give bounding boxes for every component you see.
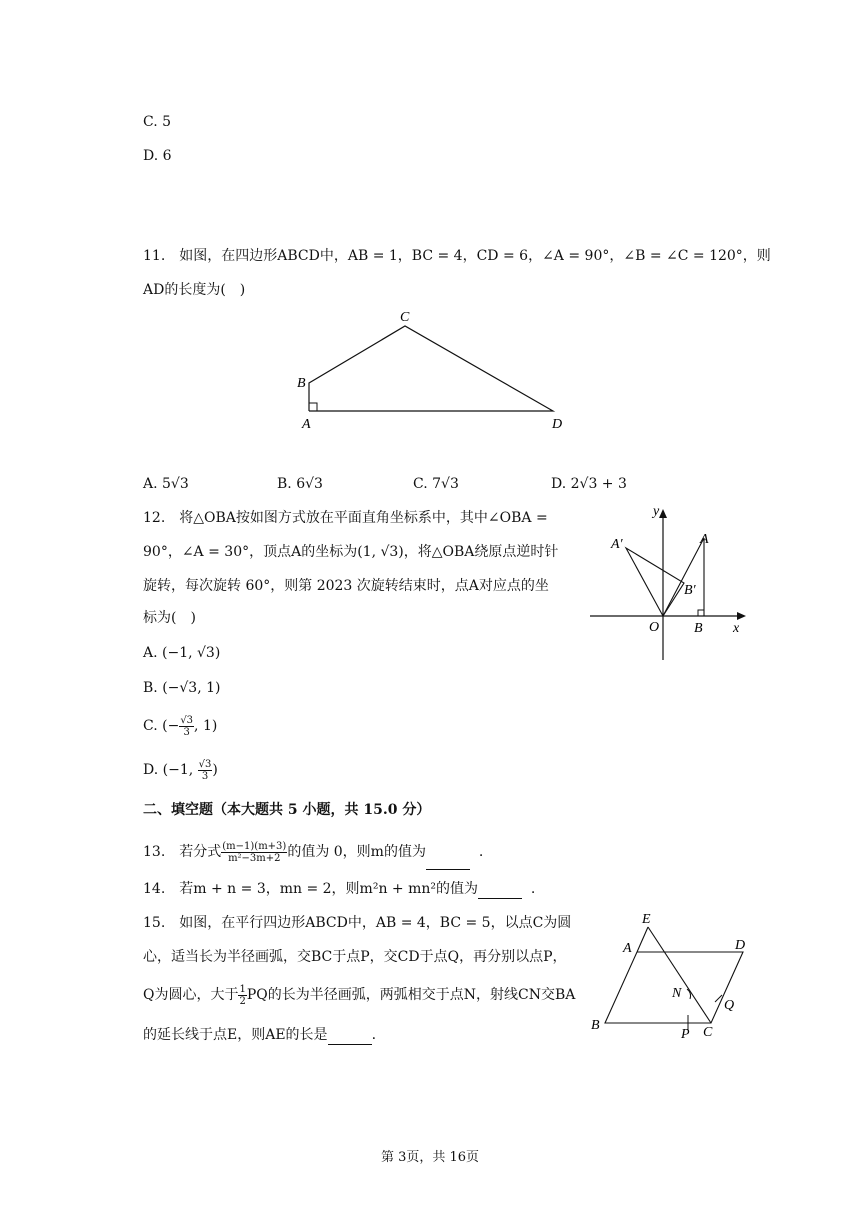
q10-option-d: D. 6 xyxy=(143,148,172,164)
q15-answer-blank[interactable] xyxy=(328,1030,372,1045)
q12-label-o: O xyxy=(649,620,660,635)
q12-label-b-prime: B′ xyxy=(684,583,696,598)
q15-label-d: D xyxy=(735,938,746,953)
q11-label-d: D xyxy=(552,417,563,432)
q14-stem: 14. 若m + n = 3，mn = 2，则m²n + mn²的值为 . xyxy=(143,881,536,897)
q15-label-a: A xyxy=(623,941,632,956)
q15-stem-line3: Q为圆心，大于 $\frac{1}{2}$ PQ的长为半径画弧，两弧相交于点N，射线CN交BA xyxy=(143,983,576,1007)
q12-coordinate-figure xyxy=(588,505,758,665)
q15-label-p: P xyxy=(681,1027,690,1042)
page-footer: 第 3页，共 16页 xyxy=(380,1150,480,1165)
q12-stem-line4: 标为( ) xyxy=(143,610,196,626)
q15-parallelogram-figure xyxy=(585,905,765,1045)
q11-label-c: C xyxy=(400,310,410,325)
q15-label-e: E xyxy=(642,912,651,927)
q15-label-c: C xyxy=(703,1025,713,1040)
q11-option-b: B. 6√3 xyxy=(277,476,323,492)
q11-label-a: A xyxy=(302,417,311,432)
q12-label-a: A xyxy=(700,532,709,547)
q11-option-a: A. 5√3 xyxy=(143,476,189,492)
q13-stem: 13. 若分式 $\frac{(m-1)(m+3)}{\text{m²−3m+2}}$ 的值为 0，则m的值为 . xyxy=(143,834,483,870)
q12-label-b: B xyxy=(694,621,703,636)
q10-option-c: C. 5 xyxy=(143,114,172,130)
q12-label-a-prime: A′ xyxy=(611,537,623,552)
q13-answer-blank[interactable] xyxy=(426,855,470,870)
q12-label-x: x xyxy=(733,621,740,636)
q12-stem-line2: 90°，∠A = 30°，顶点A的坐标为(1, √3)，将△OBA绕原点逆时针 xyxy=(143,544,559,560)
q15-label-q: Q xyxy=(724,998,735,1013)
q11-quadrilateral-figure xyxy=(280,305,590,435)
q15-label-n: N xyxy=(672,986,682,1001)
q12-stem-line1: 12. 将△OBA按如图方式放在平面直角坐标系中，其中∠OBA = xyxy=(143,510,548,526)
q12-option-b: B. (−√3, 1) xyxy=(143,680,221,696)
q14-answer-blank[interactable] xyxy=(478,884,522,899)
q11-option-d: D. 2√3 + 3 xyxy=(551,476,627,492)
q11-stem-line2: AD的长度为( ) xyxy=(143,282,246,298)
q15-stem-line1: 15. 如图，在平行四边形ABCD中，AB = 4，BC = 5，以点C为圆 xyxy=(143,915,572,931)
q11-label-b: B xyxy=(297,376,306,391)
q12-option-d: D. (−1, $\frac{√3}{3}$ ) xyxy=(143,758,218,782)
q11-stem-line1: 11. 如图，在四边形ABCD中，AB = 1，BC = 4，CD = 6，∠A = 90°，∠B = ∠C = 120°，则 xyxy=(143,248,771,264)
q12-stem-line3: 旋转，每次旋转 60°，则第 2023 次旋转结束时，点A对应点的坐 xyxy=(143,578,549,594)
q15-stem-line4: 的延长线于点E，则AE的长是 . xyxy=(143,1027,377,1043)
q12-option-a: A. (−1, √3) xyxy=(143,645,221,661)
q12-option-c: C. (− $\frac{√3}{3}$ , 1) xyxy=(143,714,218,738)
q15-label-b: B xyxy=(591,1018,600,1033)
section-fill-in-heading: 二、填空题（本大题共 5 小题，共 15.0 分） xyxy=(143,802,431,818)
q15-stem-line2: 心，适当长为半径画弧，交BC于点P，交CD于点Q，再分别以点P， xyxy=(143,949,567,965)
q11-option-c: C. 7√3 xyxy=(413,476,459,492)
q12-label-y: y xyxy=(653,505,660,519)
